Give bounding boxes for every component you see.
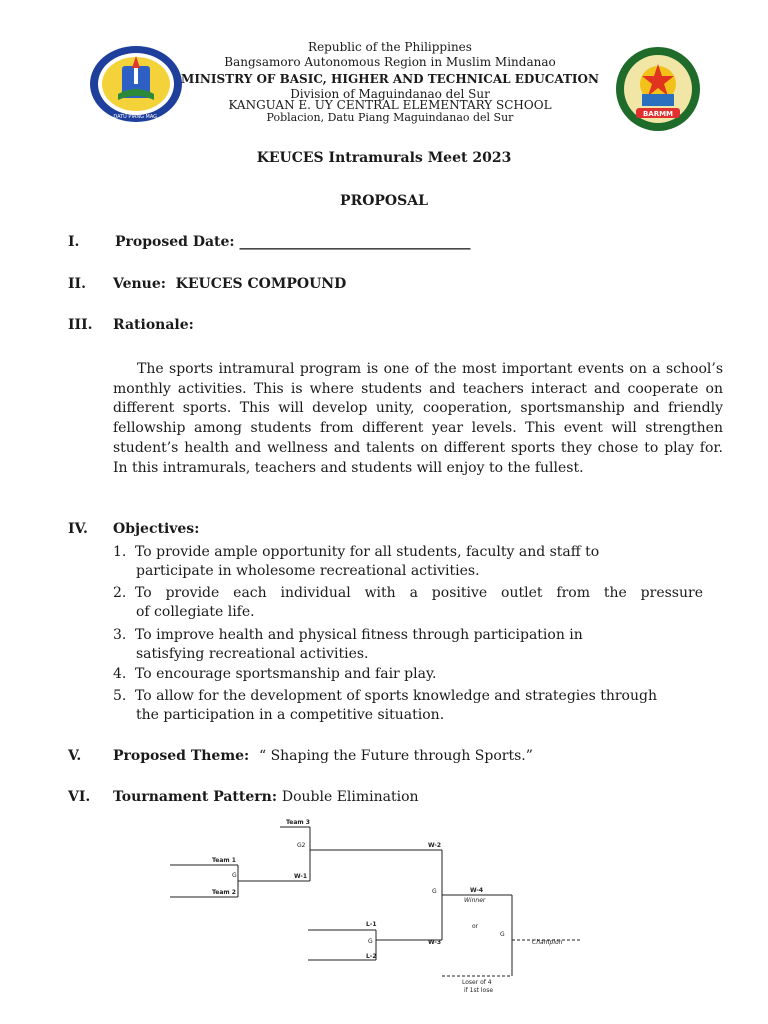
header-division: Division of Maguindanao del Sur — [290, 87, 490, 101]
objective-text-line1: To improve health and physical fitness through participation in — [135, 627, 583, 643]
bracket-team3: Team 3 — [286, 819, 310, 826]
bracket-l2: L-2 — [366, 953, 377, 960]
header-ministry: MINISTRY OF BASIC, HIGHER AND TECHNICAL EDUCATION — [181, 72, 599, 86]
bracket-team2: Team 2 — [212, 889, 236, 896]
bracket-game1: G — [232, 872, 237, 879]
section-1-number: I. — [68, 234, 80, 250]
objective-text-line1: To provide each individual with a positive outlet from the pressure — [135, 585, 703, 601]
venue-label: Venue: — [113, 276, 166, 292]
theme-value: “ Shaping the Future through Sports.” — [258, 748, 533, 764]
document-title: KEUCES Intramurals Meet 2023 — [256, 150, 512, 166]
barmm-ministry-logo — [612, 46, 704, 132]
bracket-game3: G — [368, 938, 373, 945]
section-1-heading — [115, 234, 470, 250]
section-4-number: IV. — [68, 521, 88, 537]
objective-number: 5. — [113, 688, 127, 704]
double-elimination-bracket — [160, 812, 600, 1002]
rationale-paragraph: The sports intramural program is one of the most important events on a school’s monthly activities. This is where students and teachers interact and cooperate on different sports. This will develop unity, cooperation, sportsmanship and friendly fellowship among students from different year levels. This event will strengthen student’s health and wellness and talents on different sports they chose to play for. In this intramurals, teachers and students will enjoy to the fullest. — [113, 361, 723, 476]
objective-text-line1: To provide ample opportunity for all students, faculty and staff to — [135, 544, 600, 560]
objective-item — [113, 665, 703, 684]
section-6-heading — [113, 789, 419, 805]
objectives-label: Objectives: — [113, 521, 200, 537]
objective-number: 1. — [113, 544, 127, 560]
objective-text-line2: of collegiate life. — [136, 603, 255, 620]
bracket-w4: W-4 — [470, 887, 484, 894]
objective-number: 4. — [113, 666, 127, 682]
objective-item — [113, 687, 703, 724]
objective-item — [113, 626, 703, 663]
bracket-winner: Winner — [464, 897, 486, 904]
proposed-date-label: Proposed Date: — [115, 234, 235, 250]
bracket-team1: Team 1 — [212, 857, 236, 864]
bracket-or: or — [472, 923, 479, 930]
objective-text-line1: To allow for the development of sports knowledge and strategies through — [135, 688, 657, 704]
objective-number: 2. — [113, 585, 127, 601]
document-subtitle: PROPOSAL — [340, 193, 428, 209]
header-address: Poblacion, Datu Piang Maguindanao del Sur — [266, 111, 514, 124]
bracket-first-lose: if 1st lose — [464, 987, 494, 994]
section-6-number: VI. — [68, 789, 91, 805]
section-5-heading — [113, 748, 533, 764]
objective-text-line2: the participation in a competitive situation. — [136, 706, 445, 723]
section-3-number: III. — [68, 317, 93, 333]
tournament-pattern-value: Double Elimination — [281, 789, 419, 805]
bracket-game2: G2 — [297, 842, 306, 849]
header-school: KANGUAN E. UY CENTRAL ELEMENTARY SCHOOL — [228, 98, 552, 112]
objective-text-line1: To encourage sportsmanship and fair play. — [135, 666, 437, 682]
section-2-heading — [113, 276, 346, 292]
bracket-game4: G — [432, 888, 437, 895]
section-5-number: V. — [68, 748, 82, 764]
objective-number: 3. — [113, 627, 127, 643]
objective-item — [113, 584, 703, 621]
rationale-label: Rationale: — [113, 317, 194, 333]
bracket-champion: Champion — [532, 939, 563, 946]
venue-value: KEUCES COMPOUND — [175, 276, 347, 292]
barmm-banner-text: BARMM — [642, 110, 674, 118]
objective-text-line2: participate in wholesome recreational activities. — [136, 562, 480, 579]
bracket-w2: W-2 — [428, 842, 442, 849]
objective-text-line2: satisfying recreational activities. — [136, 645, 369, 662]
left-seal-caption: DATU PIANG MAG. — [113, 114, 159, 120]
bracket-l1: L-1 — [366, 921, 377, 928]
header-region: Bangsamoro Autonomous Region in Muslim Mindanao — [224, 55, 556, 69]
header-republic: Republic of the Philippines — [308, 40, 472, 54]
section-2-number: II. — [68, 276, 86, 292]
bracket-game7: G — [500, 931, 505, 938]
bracket-w3: W-3 — [428, 939, 442, 946]
tournament-pattern-label: Tournament Pattern: — [113, 789, 277, 805]
objective-item — [113, 543, 703, 580]
theme-label: Proposed Theme: — [113, 748, 250, 764]
bracket-loser-of-4: Loser of 4 — [462, 979, 492, 986]
proposed-date-blank: _________________________________ — [239, 234, 471, 250]
bracket-w1: W-1 — [294, 873, 308, 880]
